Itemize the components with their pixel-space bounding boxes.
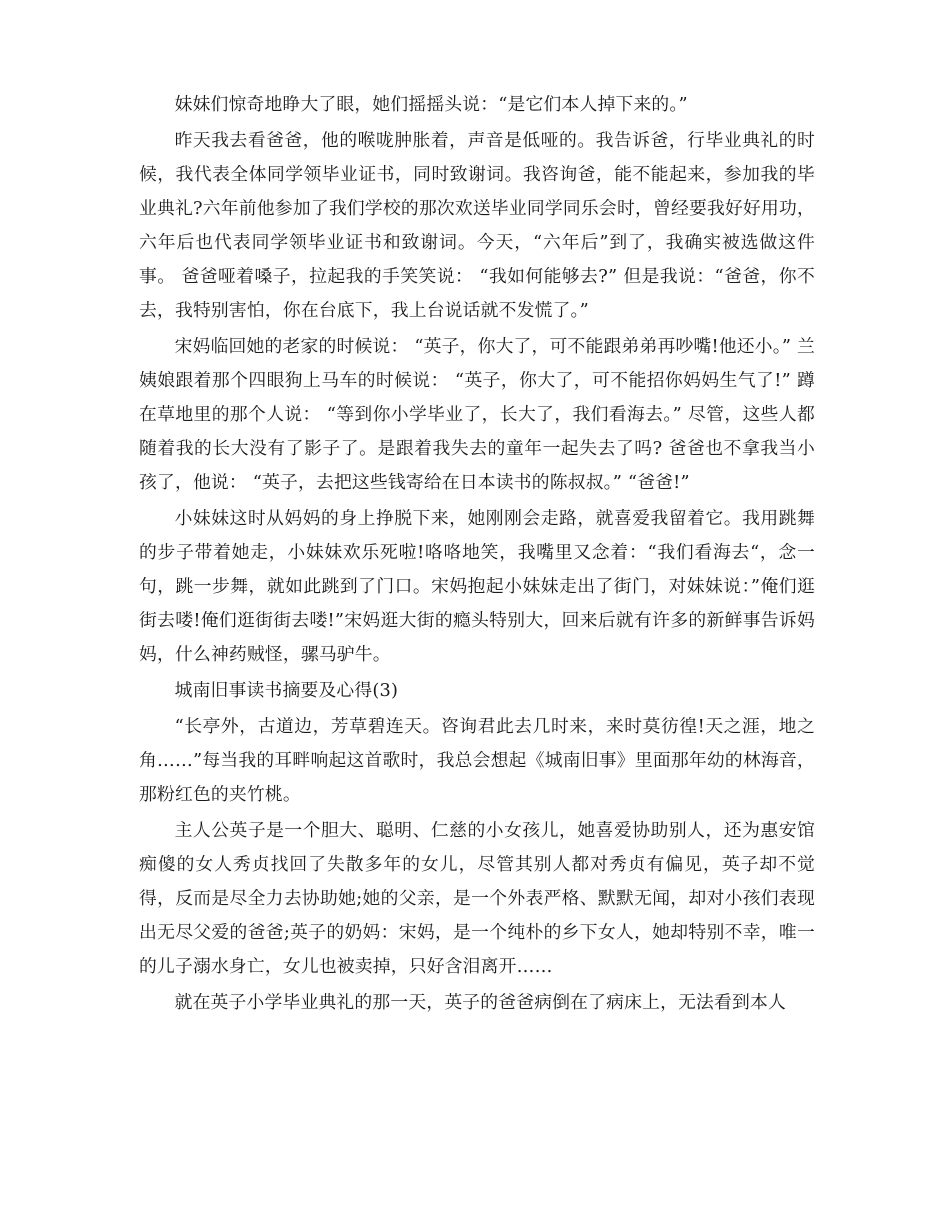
paragraph: 妹妹们惊奇地睁大了眼，她们摇摇头说：“是它们本人掉下来的。” [174, 94, 688, 115]
paragraph: “长亭外，古道边，芳草碧连天。咨询君此去几时来，来时莫彷徨!天之涯，地之角……”每当我的耳畔响起这首歌时，我总会想起《城南旧事》里面那年幼的林海音，那粉红色的夹竹桃。 [139, 716, 815, 805]
paragraph: 宋妈临回她的老家的时候说： “英子，你大了，可不能跟弟弟再吵嘴!他还小。” 兰姨娘跟着那个四眼狗上马车的时候说： “英子，你大了，可不能招你妈妈生气了!” 蹲在草地里的那个人说： “等到你小学毕业了，长大了，我们看海去。” 尽管，这些人都随着我的长大没有了影子了。是跟着我失去的童年一起失去了吗? 爸爸也不拿我当小孩了，他说： “英子，去把这些钱寄给在日本读书的陈叔叔。” “爸爸!” [139, 336, 815, 493]
paragraph: 就在英子小学毕业典礼的那一天，英子的爸爸病倒在了病床上，无法看到本人 [174, 992, 786, 1013]
paragraph: 昨天我去看爸爸，他的喉咙肿胀着，声音是低哑的。我告诉爸，行毕业典礼的时候，我代表全体同学领毕业证书，同时致谢词。我咨询爸，能不能起来，参加我的毕业典礼?六年前他参加了我们学校的那次欢送毕业同学同乐会时，曾经要我好好用功，六年后也代表同学领毕业证书和致谢词。今天，“六年后”到了，我确实被选做这件事。 爸爸哑着嗓子，拉起我的手笑笑说： “我如何能够去?” 但是我说：“爸爸，你不去，我特别害怕，你在台底下，我上台说话就不发慌了。” [139, 130, 815, 321]
document-body [139, 88, 815, 1022]
section-heading: 城南旧事读书摘要及心得(3) [174, 680, 399, 701]
paragraph: 小妹妹这时从妈妈的身上挣脱下来，她刚刚会走路，就喜爱我留着它。我用跳舞的步子带着她走，小妹妹欢乐死啦!咯咯地笑，我嘴里又念着：“我们看海去“，念一句，跳一步舞，就如此跳到了门口。宋妈抱起小妹妹走出了街门，对妹妹说：”俺们逛街去喽!俺们逛街街去喽!”宋妈逛大街的瘾头特别大，回来后就有许多的新鲜事告诉妈妈，什么神药贼怪，骡马驴牛。 [139, 508, 815, 665]
paragraph: 主人公英子是一个胆大、聪明、仁慈的小女孩儿，她喜爱协助别人，还为惠安馆痴傻的女人秀贞找回了失散多年的女儿，尽管其别人都对秀贞有偏见，英子却不觉得，反而是尽全力去协助她;她的父亲，是一个外表严格、默默无闻，却对小孩们表现出无尽父爱的爸爸;英子的奶妈：宋妈，是一个纯朴的乡下女人，她却特别不幸，唯一的儿子溺水身亡，女儿也被卖掉，只好含泪离开…… [139, 820, 815, 977]
